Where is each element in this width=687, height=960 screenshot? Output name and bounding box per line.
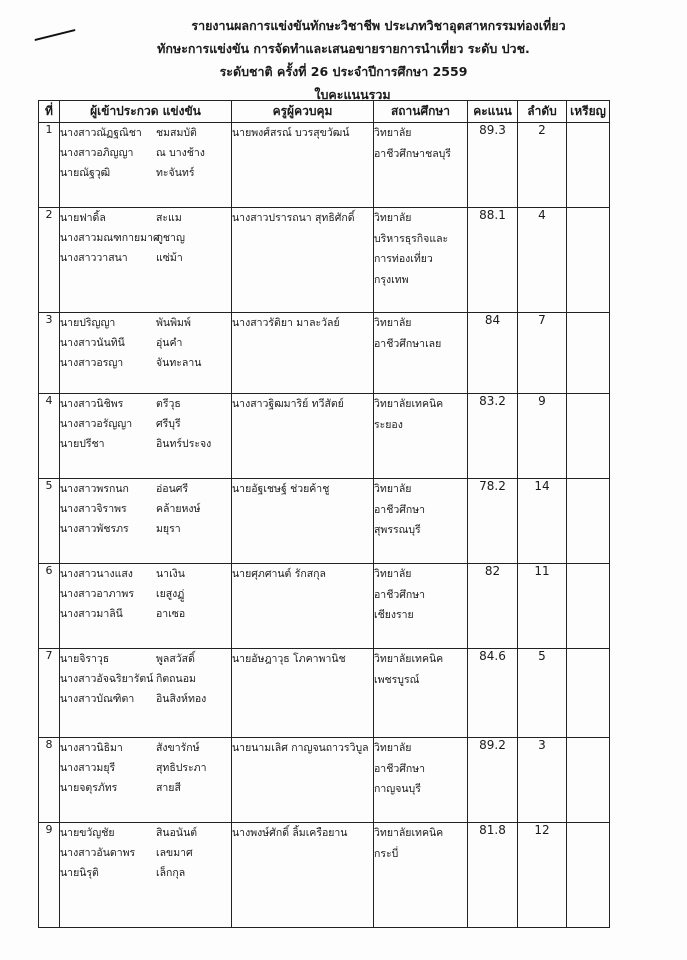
contestant <box>60 584 231 604</box>
school-line: การท่องเที่ยว <box>374 253 433 265</box>
report-title: รายงานผลการแข่งขันทักษะวิชาชีพ ประเภทวิชาอุตสาหกรรมท่องเที่ยว <box>191 18 566 33</box>
contestant-last-name: ภูชาญ <box>156 232 185 244</box>
medal-cell <box>567 313 610 394</box>
teacher-cell: นางสาวฐิฒมาริย์ ทวีสัตย์ <box>232 394 374 479</box>
contestant-last-name: พันพิมพ์ <box>156 317 191 329</box>
medal-cell <box>567 823 610 928</box>
score-cell: 88.1 <box>468 208 518 313</box>
rank-cell: 4 <box>518 208 567 313</box>
contestant-first-name: นางสาวมณฑกายมาศ <box>60 232 160 244</box>
medal-cell <box>567 479 610 564</box>
school-line: อาชีวศึกษาชลบุรี <box>374 147 451 160</box>
contestant <box>60 564 231 584</box>
medal-cell <box>567 394 610 479</box>
col-header-score: คะแนน <box>468 101 518 123</box>
contestant-last-name: อ่อนศรี <box>156 483 189 495</box>
contestant <box>60 228 231 248</box>
school-line: เชียงราย <box>374 609 414 621</box>
contestant <box>60 208 231 228</box>
school-cell <box>374 123 468 208</box>
school-line: เพชรบูรณ์ <box>374 673 420 686</box>
table-row <box>39 313 610 394</box>
teacher-cell: นางสาวรัติยา มาละวัลย์ <box>232 313 374 394</box>
contestant-first-name: นายณัฐวุฒิ <box>60 167 111 179</box>
contestant-first-name: นายปรีชา <box>60 438 105 450</box>
contestant-last-name: พูลสวัสดิ์ <box>156 653 195 665</box>
score-cell: 82 <box>468 564 518 649</box>
teacher-cell: นายพงศ์สรณ์ บวรสุขวัฒน์ <box>232 123 374 208</box>
school-line: อาชีวศึกษาเลย <box>374 337 442 350</box>
contestant-last-name: อุ่นคำ <box>156 337 183 349</box>
contestant-first-name: นางสาวพรกนก <box>60 483 129 495</box>
contestant-first-name: นายขวัญชัย <box>60 827 115 839</box>
row-number: 8 <box>39 738 60 823</box>
rank-cell: 11 <box>518 564 567 649</box>
score-cell: 84.6 <box>468 649 518 738</box>
rank-cell: 2 <box>518 123 567 208</box>
contestant-last-name: อาเซอ <box>156 608 186 620</box>
school-line: สุพรรณบุรี <box>374 524 421 536</box>
contestant-last-name: ตรีวุธ <box>156 398 181 410</box>
contestants-cell <box>60 123 232 208</box>
school-line: วิทยาลัยเทคนิค <box>374 398 444 410</box>
col-header-no: ที่ <box>39 101 60 123</box>
contestant <box>60 843 231 863</box>
school-line: อาชีวศึกษา <box>374 588 426 601</box>
contestant-last-name: สินอนันต์ <box>156 827 198 839</box>
row-number: 7 <box>39 649 60 738</box>
contestant <box>60 778 231 798</box>
contestant <box>60 669 231 689</box>
contestants-cell <box>60 823 232 928</box>
table-row <box>39 738 610 823</box>
contestant-first-name: นางสาวณัฏฐณิชา <box>60 127 142 139</box>
school-cell <box>374 738 468 823</box>
contestant-last-name: แซ่ม้า <box>156 252 183 264</box>
contestant-first-name: นายนิรุติ <box>60 867 99 879</box>
score-cell: 81.8 <box>468 823 518 928</box>
contestant-first-name: นายจิราวุธ <box>60 653 110 665</box>
school-line: กรุงเทพ <box>374 273 409 286</box>
teacher-cell: นางพงษ์ศักดิ์ ลิ้มเครือยาน <box>232 823 374 928</box>
rank-cell: 5 <box>518 649 567 738</box>
contestant <box>60 499 231 519</box>
rank-cell: 7 <box>518 313 567 394</box>
contestant-first-name: นางสาวอันดาพร <box>60 847 136 859</box>
school-line: วิทยาลัย <box>374 742 412 754</box>
contestant-last-name: มยุรา <box>156 523 181 535</box>
contestant <box>60 353 231 373</box>
contestant-last-name: เยสูงฏู่ <box>156 588 185 600</box>
col-header-school: สถานศึกษา <box>374 101 468 123</box>
contestant <box>60 519 231 539</box>
contestant-first-name: นางสาวนิชิพร <box>60 398 124 410</box>
school-cell <box>374 564 468 649</box>
medal-cell <box>567 564 610 649</box>
contestant <box>60 758 231 778</box>
col-header-rank: ลำดับ <box>518 101 567 123</box>
contestant-first-name: นางสาวอภิญญา <box>60 147 134 159</box>
contestant-first-name: นางสาวมาลินี <box>60 608 123 620</box>
teacher-cell: นางสาวปรารถนา สุทธิศักดิ์ <box>232 208 374 313</box>
col-header-medal: เหรียญ <box>567 101 610 123</box>
contestant-first-name: นางสาวอัจฉริยารัตน์ <box>60 673 154 685</box>
contestants-cell <box>60 738 232 823</box>
school-line: บริหารธุรกิจและ <box>374 232 449 245</box>
school-cell <box>374 823 468 928</box>
contestant-last-name: นาเงิน <box>156 568 185 580</box>
school-line: วิทยาลัย <box>374 317 412 329</box>
school-line: กระบี่ <box>374 847 399 860</box>
report-subtitle-skill: ทักษะการแข่งขัน การจัดทำและเสนอขายรายการนำเที่ยว ระดับ ปวช. <box>157 41 530 56</box>
score-cell: 78.2 <box>468 479 518 564</box>
table-row <box>39 123 610 208</box>
row-number: 9 <box>39 823 60 928</box>
score-cell: 89.3 <box>468 123 518 208</box>
contestant-first-name: นายจตุรภัทร <box>60 782 118 794</box>
contestant-last-name: ณ บางช้าง <box>156 147 205 159</box>
contestant-last-name: ชมสมบัติ <box>156 127 197 139</box>
score-cell: 84 <box>468 313 518 394</box>
col-header-contestants: ผู้เข้าประกวด แข่งขัน <box>60 101 232 123</box>
table-row <box>39 564 610 649</box>
contestant <box>60 434 231 454</box>
table-header-row <box>39 101 610 123</box>
contestant <box>60 414 231 434</box>
contestant-last-name: อินทร์ประจง <box>156 438 212 450</box>
contestant <box>60 863 231 883</box>
medal-cell <box>567 123 610 208</box>
contestant-last-name: เลขมาศ <box>156 847 193 859</box>
contestant-first-name: นางสาวจิราพร <box>60 503 127 515</box>
col-header-teacher: ครูผู้ควบคุม <box>232 101 374 123</box>
contestant-first-name: นางสาวนันทินี <box>60 337 125 349</box>
rank-cell: 3 <box>518 738 567 823</box>
contestant <box>60 479 231 499</box>
teacher-cell: นายอัษฎาวุธ โภคาพานิช <box>232 649 374 738</box>
contestant <box>60 248 231 268</box>
contestants-cell <box>60 564 232 649</box>
school-line: วิทยาลัย <box>374 568 412 580</box>
school-line: วิทยาลัยเทคนิค <box>374 827 444 839</box>
school-cell <box>374 394 468 479</box>
contestant-last-name: จันทะลาน <box>156 357 202 369</box>
school-cell <box>374 479 468 564</box>
contestant <box>60 333 231 353</box>
score-table <box>38 100 610 928</box>
contestants-cell <box>60 313 232 394</box>
row-number: 2 <box>39 208 60 313</box>
school-cell <box>374 313 468 394</box>
contestant-first-name: นายฟาดิ้ล <box>60 212 106 224</box>
report-header <box>0 14 687 106</box>
contestant-first-name: นางสาวมยุรี <box>60 762 116 774</box>
contestants-cell <box>60 394 232 479</box>
contestant-last-name: สะแม <box>156 212 182 224</box>
contestant-first-name: นางสาวอรญา <box>60 357 124 369</box>
contestant-last-name: สุทธิประภา <box>156 762 207 774</box>
school-line: วิทยาลัย <box>374 127 412 139</box>
school-line: อาชีวศึกษา <box>374 503 426 516</box>
teacher-cell: นายนามเลิศ กาญจนถาวรวิบูล <box>232 738 374 823</box>
rank-cell: 12 <box>518 823 567 928</box>
contestant-last-name: คล้ายหงษ์ <box>156 503 201 515</box>
medal-cell <box>567 649 610 738</box>
contestant-last-name: ศรีบุรี <box>156 418 181 430</box>
contestant <box>60 823 231 843</box>
teacher-cell: นายอัฐเชษฐ์ ช่วยค้าชู <box>232 479 374 564</box>
row-number: 5 <box>39 479 60 564</box>
table-row <box>39 394 610 479</box>
school-line: วิทยาลัย <box>374 483 412 495</box>
contestant <box>60 649 231 669</box>
contestant-last-name: สังขารักษ์ <box>156 742 200 754</box>
school-line: อาชีวศึกษา <box>374 762 426 775</box>
contestant-last-name: ทะจันทร์ <box>156 167 195 179</box>
contestant-last-name: เล็กกุล <box>156 867 186 879</box>
contestant <box>60 163 231 183</box>
score-cell: 83.2 <box>468 394 518 479</box>
contestant-first-name: นางสาวอรัญญา <box>60 418 133 430</box>
medal-cell <box>567 208 610 313</box>
table-row <box>39 649 610 738</box>
row-number: 3 <box>39 313 60 394</box>
contestant <box>60 143 231 163</box>
contestants-cell <box>60 479 232 564</box>
contestant <box>60 313 231 333</box>
rank-cell: 9 <box>518 394 567 479</box>
school-line: วิทยาลัยเทคนิค <box>374 653 444 665</box>
contestant-first-name: นางสาวอาภาพร <box>60 588 134 600</box>
contestant-first-name: นางสาวนางแสง <box>60 568 133 580</box>
row-number: 4 <box>39 394 60 479</box>
school-cell <box>374 208 468 313</box>
contestant-last-name: อินสิงห์ทอง <box>156 693 207 705</box>
contestant-first-name: นายปริญญา <box>60 317 116 329</box>
contestants-cell <box>60 649 232 738</box>
school-line: กาญจนบุรี <box>374 783 421 795</box>
contestant-first-name: นางสาวบัณฑิตา <box>60 693 135 705</box>
row-number: 6 <box>39 564 60 649</box>
contestant-last-name: สายสี <box>156 782 181 794</box>
contestant-first-name: นางสาววาสนา <box>60 252 128 264</box>
school-cell <box>374 649 468 738</box>
contestants-cell <box>60 208 232 313</box>
teacher-cell: นายศุภศานต์ รักสกุล <box>232 564 374 649</box>
medal-cell <box>567 738 610 823</box>
contestant <box>60 604 231 624</box>
report-sheet-title: ใบคะแนนรวม <box>314 87 391 102</box>
table-row <box>39 208 610 313</box>
contestant <box>60 689 231 709</box>
school-line: ระยอง <box>374 418 403 431</box>
contestant <box>60 738 231 758</box>
contestant-last-name: กิตถนอม <box>156 673 196 685</box>
table-row <box>39 479 610 564</box>
table-row <box>39 823 610 928</box>
report-subtitle-level: ระดับชาติ ครั้งที่ 26 ประจำปีการศึกษา 2559 <box>219 64 468 79</box>
contestant-first-name: นางสาวพัชรภร <box>60 523 129 535</box>
score-cell: 89.2 <box>468 738 518 823</box>
row-number: 1 <box>39 123 60 208</box>
rank-cell: 14 <box>518 479 567 564</box>
contestant <box>60 123 231 143</box>
contestant-first-name: นางสาวนิธิมา <box>60 742 123 754</box>
contestant <box>60 394 231 414</box>
school-line: วิทยาลัย <box>374 212 412 224</box>
